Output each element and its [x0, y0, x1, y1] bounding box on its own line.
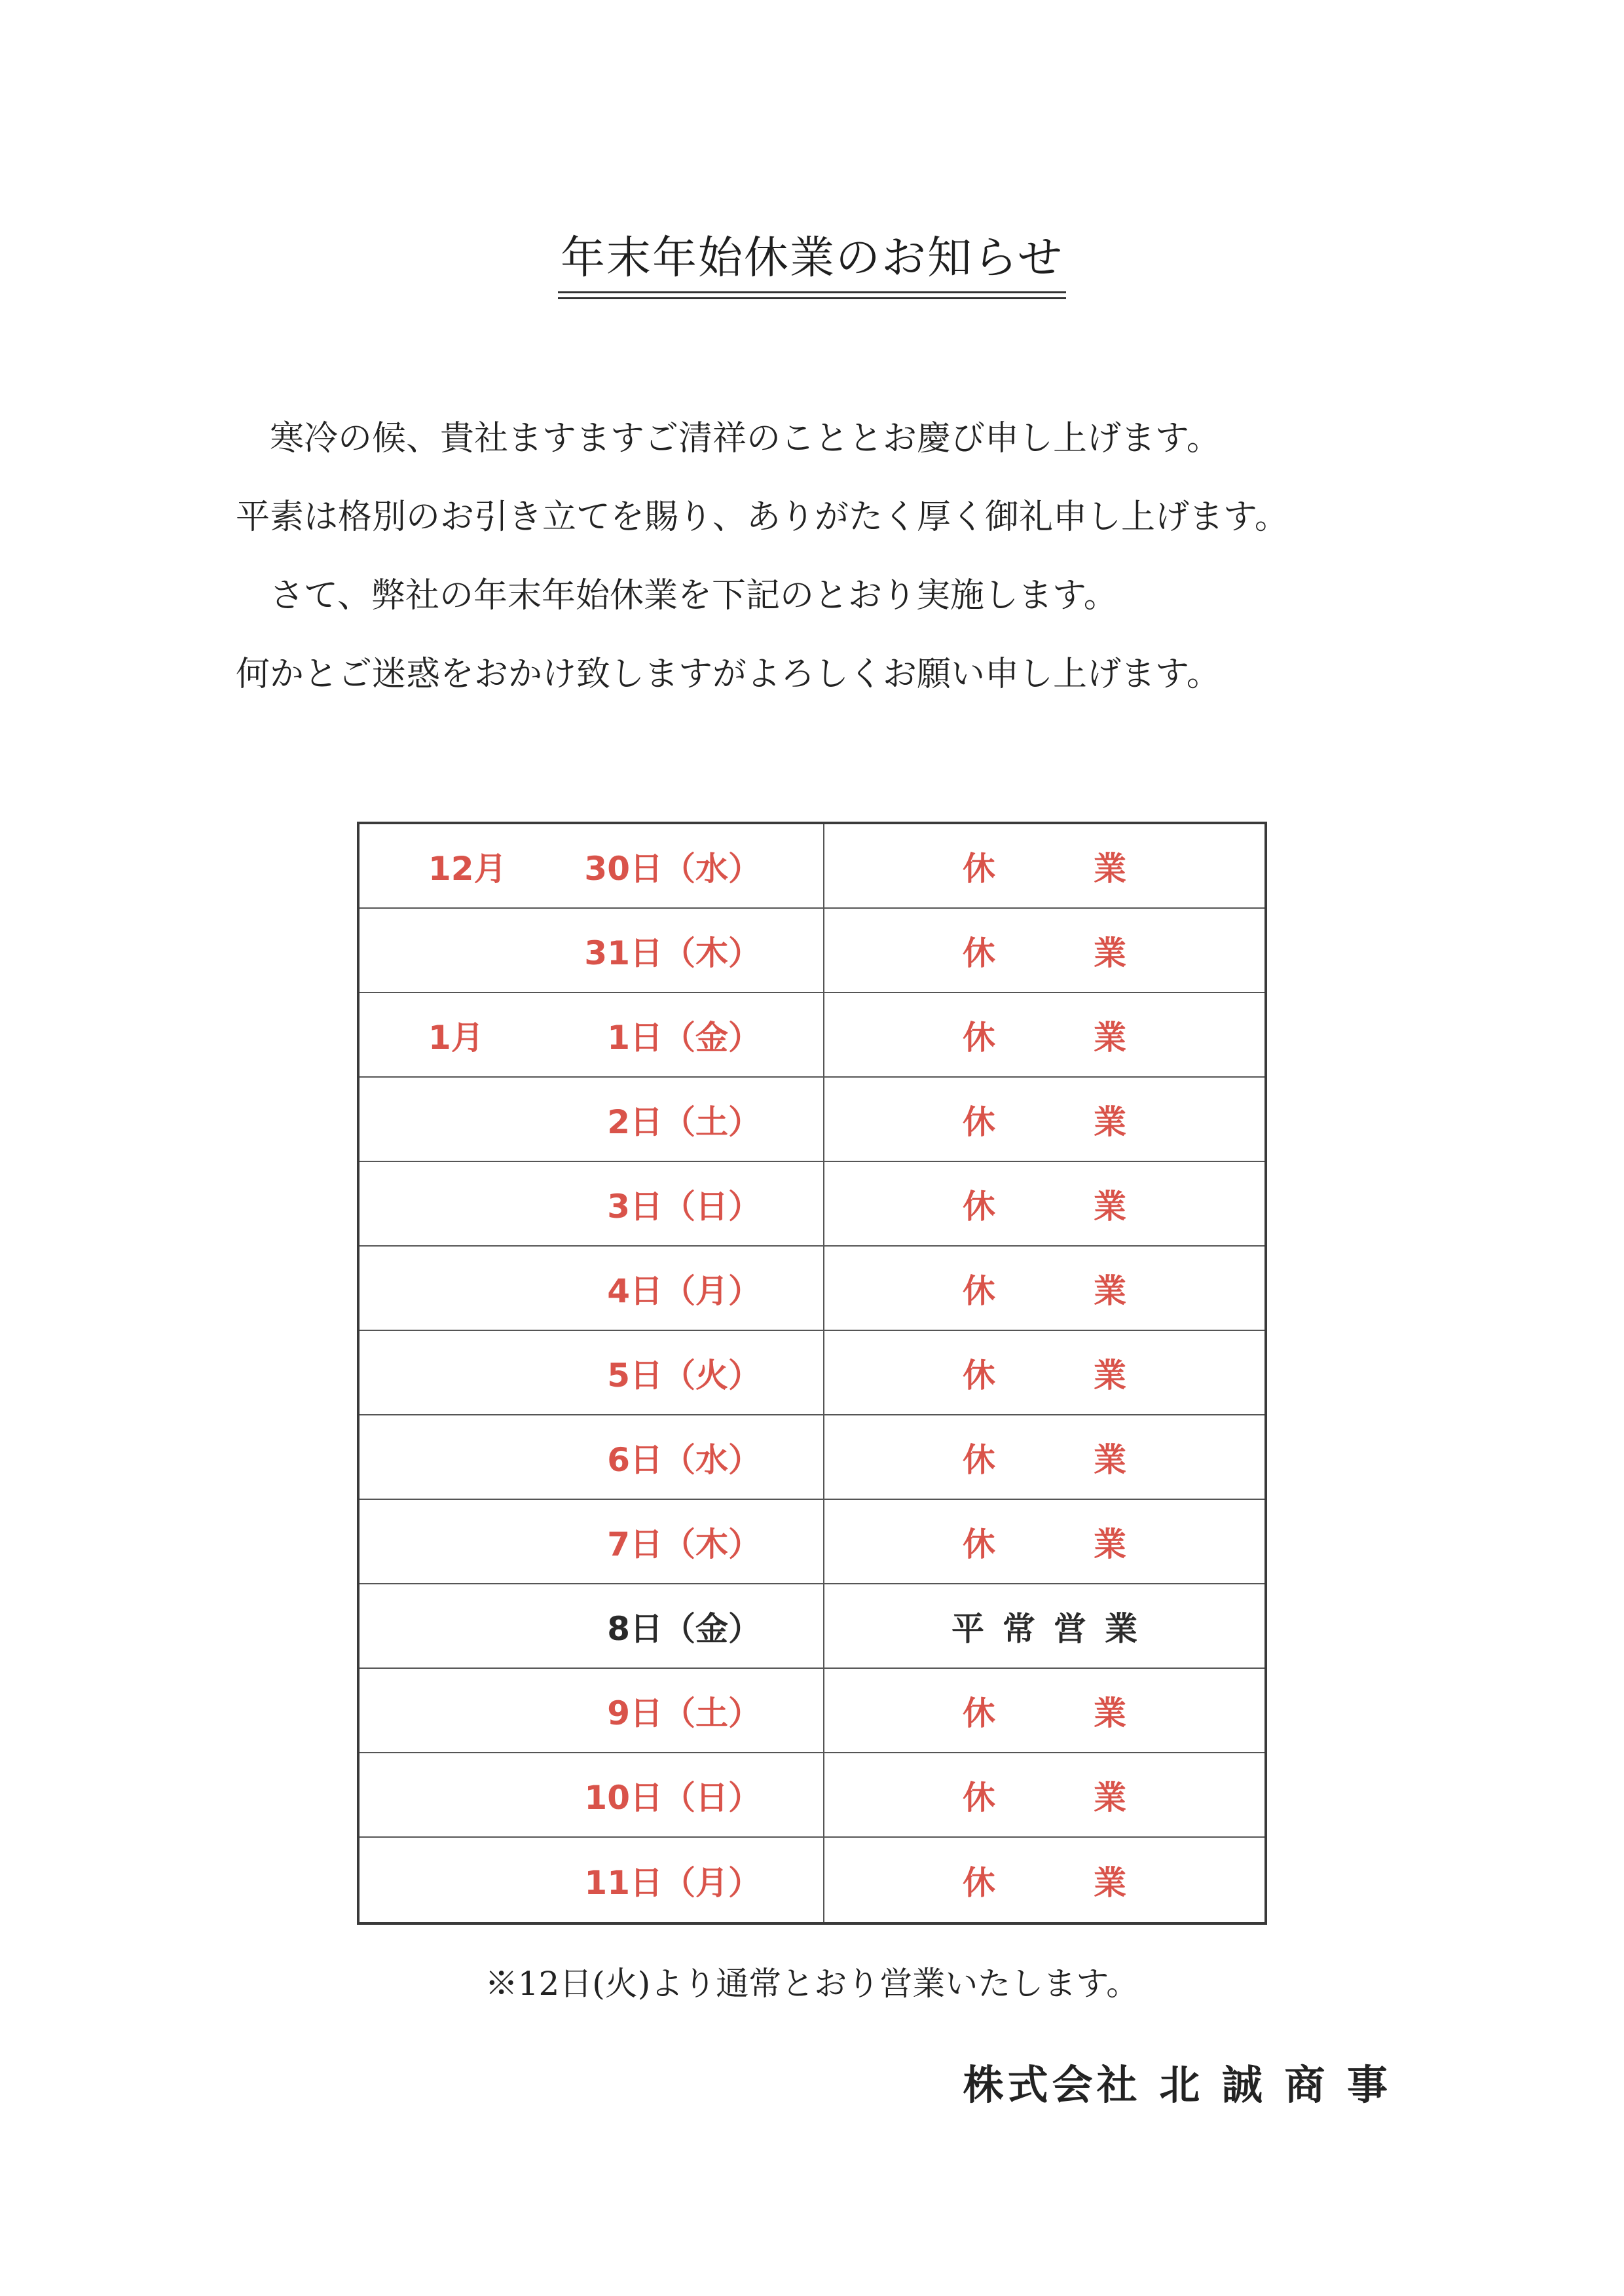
company-name: 株式会社 北 誠 商 事: [963, 2061, 1392, 2109]
date-cell: [360, 1500, 824, 1583]
schedule-row: [360, 1078, 1264, 1162]
schedule-row: [360, 1247, 1264, 1331]
date-cell: [360, 1247, 824, 1330]
status-cell: 休業: [963, 1778, 1225, 1817]
status-cell: 休業: [963, 1694, 1225, 1732]
day-label: 2日（土）: [607, 1102, 761, 1141]
paragraph: 寒冷の候、貴社ますますご清祥のこととお慶び申し上げます。: [270, 419, 1221, 458]
schedule-row: [360, 1415, 1264, 1500]
schedule-row: [360, 1331, 1264, 1415]
schedule-row: [360, 824, 1264, 909]
day-label: 9日（土）: [607, 1694, 761, 1732]
day-label: 4日（月）: [607, 1271, 761, 1310]
status-cell: 休業: [963, 1356, 1225, 1394]
day-label: 31日（木）: [584, 934, 761, 972]
day-label: 6日（水）: [607, 1440, 761, 1479]
paragraph: 平素は格別のお引き立てを賜り、ありがたく厚く御礼申し上げます。: [236, 498, 1289, 537]
status-cell: 休業: [963, 1018, 1225, 1057]
day-label: 7日（木）: [607, 1525, 761, 1563]
paragraph: さて、弊社の年末年始休業を下記のとおり実施します。: [270, 576, 1118, 615]
schedule-row: [360, 909, 1264, 993]
date-cell: [360, 824, 824, 907]
schedule-row: [360, 1162, 1264, 1247]
status-cell: 休業: [963, 1187, 1225, 1226]
schedule-row: [360, 1753, 1264, 1838]
schedule-row-open: [360, 1584, 1264, 1669]
day-label: 5日（火）: [607, 1356, 761, 1394]
page-title: 年末年始休業のお知らせ: [558, 223, 1066, 293]
status-cell: 休業: [963, 934, 1225, 972]
day-label: 10日（日）: [584, 1778, 761, 1817]
day-label: 30日（水）: [584, 849, 761, 888]
day-label: 8日（金）: [607, 1609, 761, 1648]
month-label: 1月: [428, 1018, 484, 1057]
date-cell: [360, 1162, 824, 1245]
month-label: 12月: [428, 849, 507, 888]
status-cell: 休業: [963, 1102, 1225, 1141]
date-cell: [360, 1078, 824, 1161]
greeting-body: [236, 419, 1480, 733]
status-cell: 平常営業: [951, 1609, 1156, 1648]
day-label: 1日（金）: [607, 1018, 761, 1057]
date-cell: [360, 909, 824, 992]
resume-note: ※12日(火)より通常とおり営業いたします。: [485, 1965, 1139, 2003]
date-cell: [360, 1415, 824, 1499]
status-cell: 休業: [963, 1863, 1225, 1902]
status-cell: 休業: [963, 849, 1225, 888]
paragraph: 何かとご迷惑をおかけ致しますがよろしくお願い申し上げます。: [236, 655, 1221, 694]
date-cell: [360, 1669, 824, 1752]
holiday-schedule-table: [357, 822, 1267, 1925]
day-label: 11日（月）: [584, 1863, 761, 1902]
status-cell: 休業: [963, 1440, 1225, 1479]
date-cell: [360, 993, 824, 1076]
date-cell: [360, 1331, 824, 1414]
schedule-row: [360, 993, 1264, 1078]
title-area: [0, 223, 1624, 293]
schedule-row: [360, 1500, 1264, 1584]
day-label: 3日（日）: [607, 1187, 761, 1226]
status-cell: 休業: [963, 1271, 1225, 1310]
date-cell: [360, 1584, 824, 1667]
schedule-row: [360, 1669, 1264, 1753]
date-cell: [360, 1753, 824, 1836]
schedule-row: [360, 1838, 1264, 1922]
date-cell: [360, 1838, 824, 1922]
status-cell: 休業: [963, 1525, 1225, 1563]
